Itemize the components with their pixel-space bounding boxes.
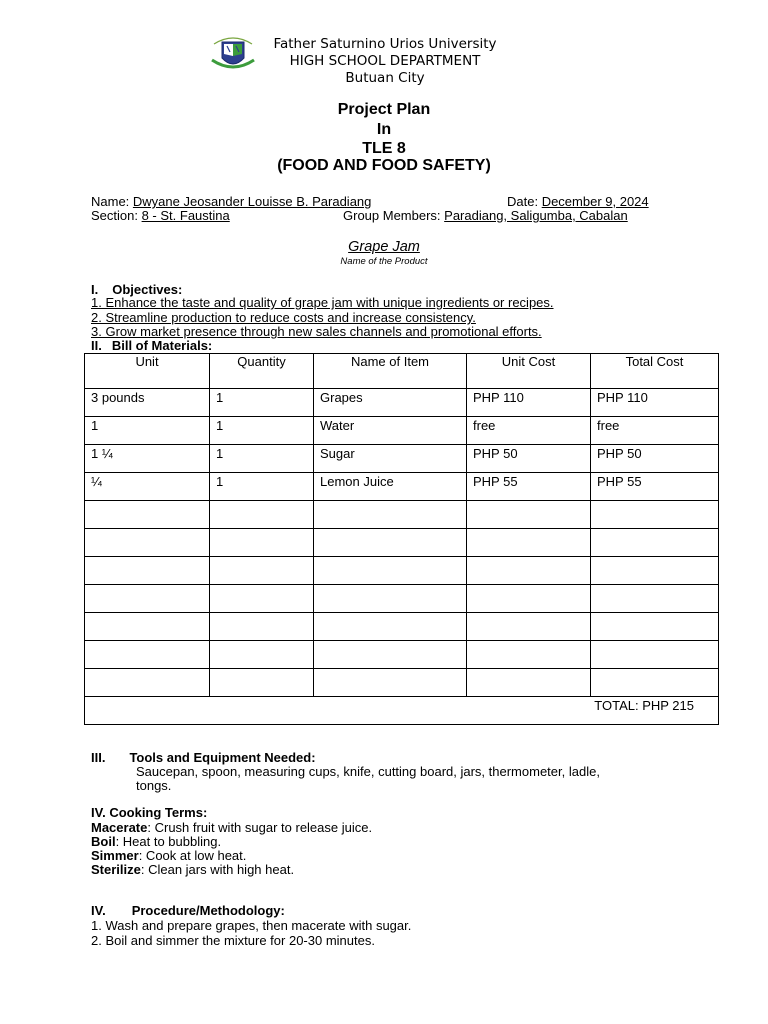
table-row bbox=[85, 445, 719, 473]
cell-unit-cost bbox=[467, 613, 591, 641]
cell-total-cost: free bbox=[591, 417, 719, 445]
cell-unit: 1 bbox=[85, 417, 210, 445]
cell-item bbox=[314, 501, 467, 529]
cell-unit bbox=[85, 501, 210, 529]
column-header-quantity: Quantity bbox=[210, 354, 314, 389]
cell-total-cost bbox=[591, 613, 719, 641]
cell-total-cost bbox=[591, 641, 719, 669]
cell-total-cost: PHP 55 bbox=[591, 473, 719, 501]
cell-item bbox=[314, 557, 467, 585]
cell-unit bbox=[85, 585, 210, 613]
objectives-title: Objectives: bbox=[112, 282, 183, 297]
procedure-number: IV. bbox=[91, 903, 106, 918]
cell-item bbox=[314, 641, 467, 669]
cell-unit-cost bbox=[467, 557, 591, 585]
cell-quantity bbox=[210, 613, 314, 641]
date-field bbox=[507, 194, 649, 209]
cooking-term bbox=[91, 863, 294, 877]
cell-total-cost bbox=[591, 585, 719, 613]
cell-quantity bbox=[210, 585, 314, 613]
tools-title: Tools and Equipment Needed: bbox=[129, 750, 316, 765]
cell-unit bbox=[85, 557, 210, 585]
cell-quantity bbox=[210, 529, 314, 557]
cell-unit-cost: PHP 55 bbox=[467, 473, 591, 501]
cell-unit-cost: free bbox=[467, 417, 591, 445]
title-line-1: Project Plan bbox=[337, 101, 431, 118]
cell-unit: ¼ bbox=[85, 473, 210, 501]
cell-quantity bbox=[210, 669, 314, 697]
table-row bbox=[85, 501, 719, 529]
cell-quantity: 1 bbox=[210, 417, 314, 445]
column-header-unit: Unit bbox=[85, 354, 210, 389]
cell-unit-cost bbox=[467, 669, 591, 697]
section-label: Section: bbox=[91, 208, 142, 223]
cell-total-cost bbox=[591, 669, 719, 697]
cell-quantity bbox=[210, 557, 314, 585]
group-members-label: Group Members: bbox=[343, 208, 445, 223]
term-name: Sterilize bbox=[91, 862, 141, 877]
city-name: Butuan City bbox=[345, 70, 425, 86]
cell-total-cost bbox=[591, 557, 719, 585]
cell-quantity: 1 bbox=[210, 473, 314, 501]
bom-title: Bill of Materials: bbox=[111, 338, 213, 353]
table-row bbox=[85, 473, 719, 501]
procedure-step: 2. Boil and simmer the mixture for 20-30 minutes. bbox=[91, 933, 375, 948]
cell-unit: 3 pounds bbox=[85, 389, 210, 417]
cell-item: Lemon Juice bbox=[314, 473, 467, 501]
name-field bbox=[91, 194, 371, 209]
table-row bbox=[85, 585, 719, 613]
cell-quantity: 1 bbox=[210, 389, 314, 417]
table-row bbox=[85, 389, 719, 417]
term-name: Macerate bbox=[91, 820, 148, 835]
tools-list-line: Saucepan, spoon, measuring cups, knife, cutting board, jars, thermometer, ladle, bbox=[136, 764, 600, 779]
table-row bbox=[85, 641, 719, 669]
cell-unit-cost: PHP 50 bbox=[467, 445, 591, 473]
term-name: Boil bbox=[91, 834, 116, 849]
cell-unit bbox=[85, 669, 210, 697]
cell-item: Sugar bbox=[314, 445, 467, 473]
cell-unit bbox=[85, 613, 210, 641]
cell-unit: 1 ¼ bbox=[85, 445, 210, 473]
tools-list-line: tongs. bbox=[136, 778, 172, 793]
term-name: Simmer bbox=[91, 848, 139, 863]
term-definition: : Heat to bubbling. bbox=[115, 834, 222, 849]
term-definition: : Crush fruit with sugar to release juice. bbox=[147, 820, 373, 835]
total-row bbox=[85, 697, 719, 725]
procedure-step: 1. Wash and prepare grapes, then macerate with sugar. bbox=[91, 918, 412, 933]
total-cell: TOTAL: PHP 215 bbox=[85, 697, 719, 725]
table-row bbox=[85, 613, 719, 641]
group-members-value: Paradiang, Saligumba, Cabalan bbox=[444, 208, 628, 223]
product-caption: Name of the Product bbox=[340, 256, 428, 267]
title-line-3: TLE 8 bbox=[362, 140, 406, 157]
cell-total-cost bbox=[591, 501, 719, 529]
objective-item: 1. Enhance the taste and quality of grape jam with unique ingredients or recipes. bbox=[91, 295, 554, 310]
cell-unit bbox=[85, 641, 210, 669]
cell-total-cost bbox=[591, 529, 719, 557]
cell-quantity: 1 bbox=[210, 445, 314, 473]
title-line-2: In bbox=[376, 121, 392, 138]
department-name: HIGH SCHOOL DEPARTMENT bbox=[289, 53, 481, 69]
cell-item: Grapes bbox=[314, 389, 467, 417]
column-header-item: Name of Item bbox=[314, 354, 467, 389]
term-definition: : Cook at low heat. bbox=[138, 848, 247, 863]
table-header-row bbox=[85, 354, 719, 389]
tools-number: III. bbox=[91, 750, 106, 765]
cooking-term bbox=[91, 821, 372, 835]
cell-item bbox=[314, 585, 467, 613]
institution-name: Father Saturnino Urios University bbox=[273, 36, 497, 52]
cell-unit-cost bbox=[467, 585, 591, 613]
title-line-4: (FOOD AND FOOD SAFETY) bbox=[277, 157, 491, 174]
date-value: December 9, 2024 bbox=[541, 194, 649, 209]
cooking-terms-heading: IV. Cooking Terms: bbox=[91, 805, 208, 820]
table-row bbox=[85, 669, 719, 697]
bom-number: II. bbox=[91, 338, 102, 353]
cell-unit-cost: PHP 110 bbox=[467, 389, 591, 417]
cell-item: Water bbox=[314, 417, 467, 445]
cell-unit-cost bbox=[467, 529, 591, 557]
bom-heading bbox=[91, 338, 212, 353]
cooking-term bbox=[91, 849, 246, 863]
cooking-term bbox=[91, 835, 221, 849]
procedure-title: Procedure/Methodology: bbox=[131, 903, 285, 918]
cell-total-cost: PHP 50 bbox=[591, 445, 719, 473]
cell-item bbox=[314, 529, 467, 557]
objective-item: 2. Streamline production to reduce costs and increase consistency. bbox=[91, 310, 476, 325]
procedure-heading bbox=[91, 903, 285, 918]
tools-heading bbox=[91, 750, 316, 765]
group-members-field bbox=[343, 208, 628, 223]
objective-item: 3. Grow market presence through new sales channels and promotional efforts. bbox=[91, 324, 542, 339]
section-field bbox=[91, 208, 230, 223]
table-row bbox=[85, 529, 719, 557]
date-label: Date: bbox=[507, 194, 542, 209]
table-row bbox=[85, 557, 719, 585]
cell-item bbox=[314, 669, 467, 697]
product-name: Grape Jam bbox=[348, 239, 420, 255]
cell-item bbox=[314, 613, 467, 641]
bill-of-materials-table bbox=[84, 353, 719, 725]
column-header-total-cost: Total Cost bbox=[591, 354, 719, 389]
cell-unit-cost bbox=[467, 501, 591, 529]
cell-quantity bbox=[210, 501, 314, 529]
table-row bbox=[85, 417, 719, 445]
objectives-number: I. bbox=[91, 282, 99, 297]
cell-total-cost: PHP 110 bbox=[591, 389, 719, 417]
cell-unit bbox=[85, 529, 210, 557]
column-header-unit-cost: Unit Cost bbox=[467, 354, 591, 389]
name-value: Dwyane Jeosander Louisse B. Paradiang bbox=[132, 194, 372, 209]
name-label: Name: bbox=[91, 194, 133, 209]
cell-quantity bbox=[210, 641, 314, 669]
section-value: 8 - St. Faustina bbox=[141, 208, 230, 223]
term-definition: : Clean jars with high heat. bbox=[140, 862, 295, 877]
cell-unit-cost bbox=[467, 641, 591, 669]
